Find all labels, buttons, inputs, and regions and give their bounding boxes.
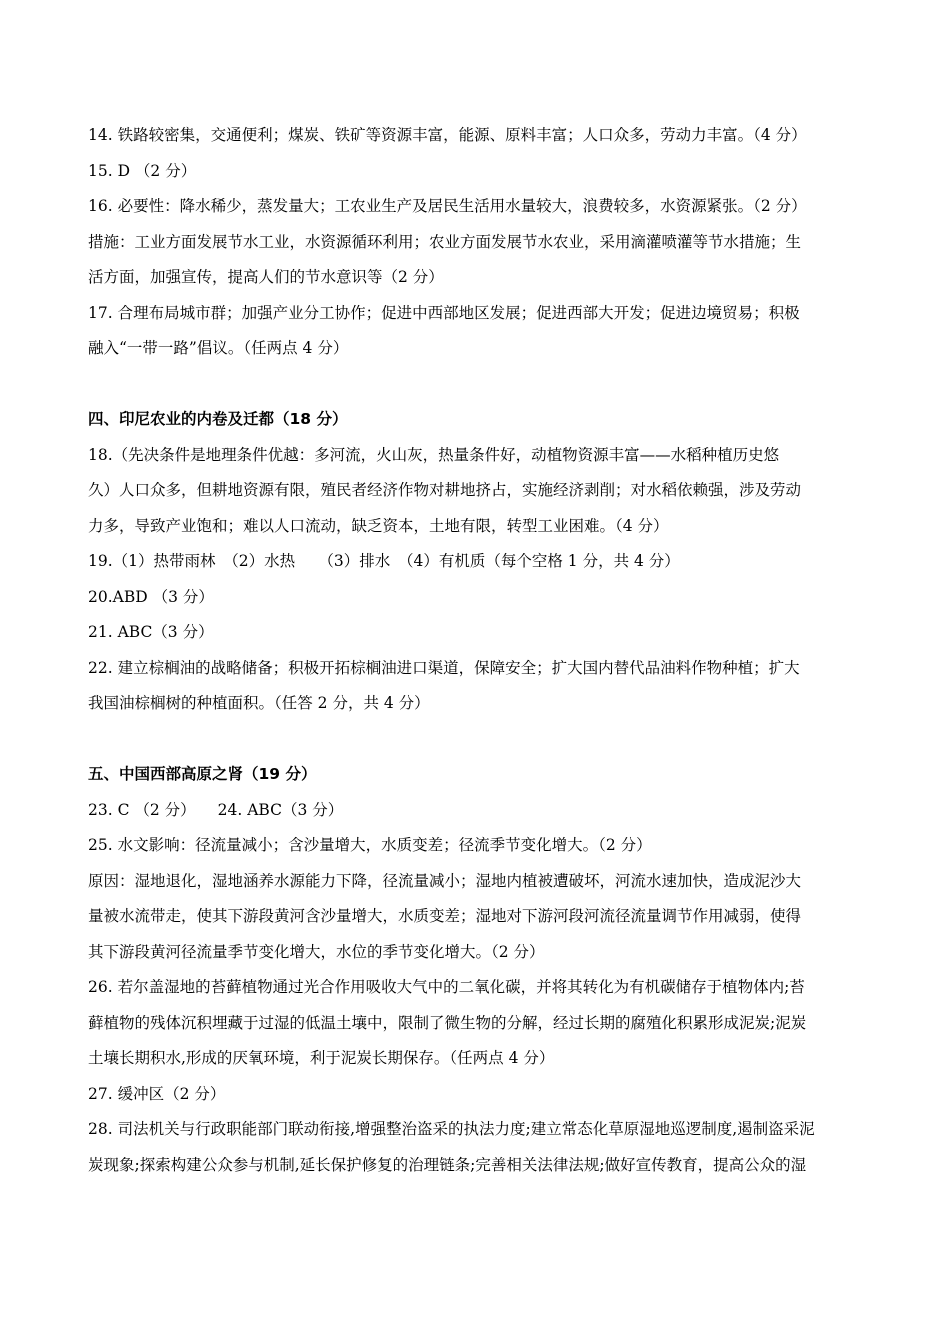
- answer-line: 久）人口众多，但耕地资源有限，殖民者经济作物对耕地挤占，实施经济剥削；对水稻依赖强，涉及劳动: [88, 481, 802, 499]
- section-spacer: [88, 367, 860, 403]
- section-5: [88, 757, 860, 1183]
- answer-line: 20.ABD （3 分）: [88, 587, 214, 606]
- answer-line: 我国油棕榈树的种植面积。（任答 2 分，共 4 分）: [88, 694, 430, 712]
- answer-line: 25. 水文影响：径流量减小；含沙量增大，水质变差；径流季节变化增大。（2 分）: [88, 836, 652, 854]
- answer-line: 力多，导致产业饱和；难以人口流动，缺乏资本，土地有限，转型工业困难。（4 分）: [88, 516, 669, 535]
- answer-line-23-24: [88, 793, 860, 829]
- answer-line: 19.（1）热带雨林 （2）水热 （3）排水 （4）有机质（每个空格 1 分，共 4 分）: [88, 552, 680, 570]
- answer-line: 27. 缓冲区（2 分）: [88, 1084, 226, 1103]
- section-4: [88, 402, 860, 722]
- answer-line: 26. 若尔盖湿地的苔藓植物通过光合作用吸收大气中的二氧化碳，并将其转化为有机碳储存于植物体内;苔: [88, 978, 805, 996]
- section-heading: 五、中国西部高原之肾（19 分）: [88, 765, 317, 783]
- answer-line: 17. 合理布局城市群；加强产业分工协作；促进中西部地区发展；促进西部大开发；促进边境贸易；积极: [88, 303, 800, 322]
- answer-line: 21. ABC（3 分）: [88, 623, 214, 641]
- answer-line: 藓植物的残体沉积埋藏于过湿的低温土壤中，限制了微生物的分解，经过长期的腐殖化积累形成泥炭;泥炭: [88, 1013, 807, 1032]
- answer-line: 14. 铁路较密集，交通便利；煤炭、铁矿等资源丰富，能源、原料丰富；人口众多，劳动力丰富。（4 分）: [88, 126, 807, 144]
- answer-block-14-17: [88, 118, 860, 367]
- answer-line: 16. 必要性：降水稀少，蒸发量大；工农业生产及居民生活用水量较大，浪费较多，水资源紧张。（2 分）: [88, 197, 807, 215]
- section-heading: 四、印尼农业的内卷及迁都（18 分）: [88, 410, 348, 428]
- answer-line: 土壤长期积水,形成的厌氧环境，利于泥炭长期保存。（任两点 4 分）: [88, 1049, 555, 1067]
- answer-document: [88, 118, 860, 1183]
- answer-line: 活方面，加强宣传，提高人们的节水意识等（2 分）: [88, 268, 444, 286]
- answer-line: 量被水流带走，使其下游段黄河含沙量增大，水质变差；湿地对下游河段河流径流量调节作用减弱，使得: [88, 907, 802, 925]
- answer-line: 18.（先决条件是地理条件优越：多河流，火山灰，热量条件好，动植物资源丰富——水稻种植历史悠: [88, 445, 780, 464]
- answer-line: 措施：工业方面发展节水工业，水资源循环利用；农业方面发展节水农业，采用滴灌喷灌等节水措施；生: [88, 232, 802, 251]
- answer-23: 23. C （2 分）: [88, 800, 196, 819]
- answer-line: 15. D （2 分）: [88, 161, 197, 180]
- answer-line: 融入“一带一路”倡议。（任两点 4 分）: [88, 339, 349, 357]
- answer-line: 炭现象;探索构建公众参与机制,延长保护修复的治理链条;完善相关法律法规;做好宣传教育，提高公众的湿: [88, 1155, 807, 1174]
- answer-line: 原因：湿地退化，湿地涵养水源能力下降，径流量减小；湿地内植被遭破坏，河流水速加快，造成泥沙大: [88, 871, 802, 890]
- answer-line: 28. 司法机关与行政职能部门联动衔接,增强整治盗采的执法力度;建立常态化草原湿地巡逻制度,遏制盗采泥: [88, 1120, 815, 1138]
- answer-line: 其下游段黄河径流量季节变化增大，水位的季节变化增大。（2 分）: [88, 942, 545, 961]
- answer-line: 22. 建立棕榈油的战略储备；积极开拓棕榈油进口渠道，保障安全；扩大国内替代品油料作物种植；扩大: [88, 658, 800, 677]
- answer-24: 24. ABC（3 分）: [217, 800, 344, 819]
- section-spacer: [88, 722, 860, 758]
